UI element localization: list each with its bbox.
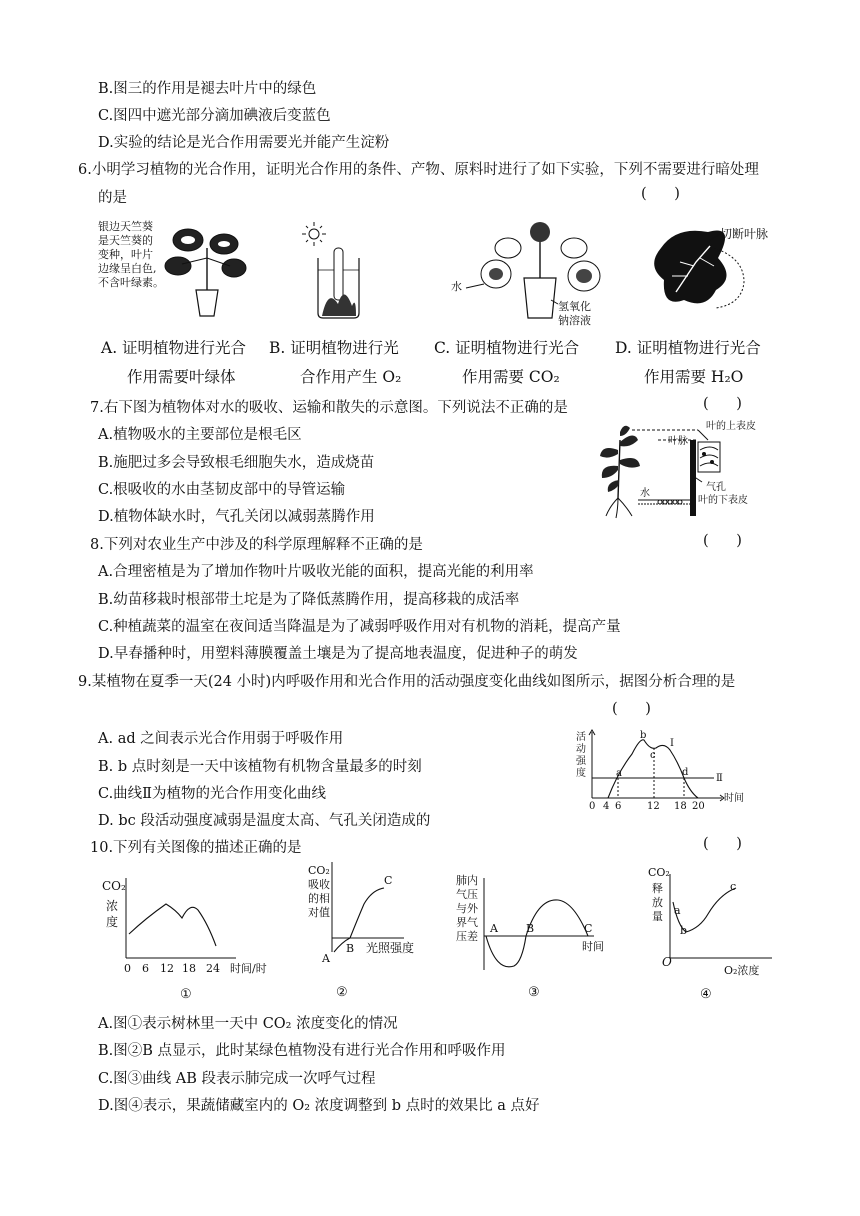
q10-graph-4-number: ④ (700, 987, 712, 1002)
q6-fig-a-note-2: 是天竺葵的 (98, 234, 153, 247)
q9-tick-6: 6 (615, 801, 622, 812)
q10-option-b: B.图②B 点显示，此时某绿色植物没有进行光合作用和呼吸作用 (98, 1043, 506, 1059)
q5-option-b: B.图三的作用是褪去叶片中的绿色 (98, 81, 317, 97)
q10-g1-tick-18: 18 (182, 962, 196, 975)
q9-xlabel: 时间 (724, 793, 744, 804)
q10-g1-xlabel: 时间/时 (230, 962, 267, 975)
q10-option-d: D.图④表示，果蔬储藏室内的 O₂ 浓度调整到 b 点时的效果比 a 点好 (98, 1098, 540, 1114)
q8-option-a: A.合理密植是为了增加作物叶片吸收光能的面积，提高光能的利用率 (98, 564, 534, 580)
q6-caption-c-2: 作用需要 CO₂ (462, 368, 560, 386)
q10-graph-3 (456, 873, 604, 1000)
q9-ylabel-1: 活 (576, 732, 586, 743)
q7-option-c: C.根吸收的水由茎韧皮部中的导管运输 (98, 482, 346, 498)
q10-graph-2-number: ② (336, 985, 348, 1000)
q6-caption-d-1: D. 证明植物进行光合 (615, 339, 761, 357)
q10-g1-tick-6: 6 (142, 962, 149, 975)
q9-curve-ii-label: Ⅱ (716, 773, 723, 784)
q10-g3-xlabel: 时间 (582, 940, 604, 953)
q9-activity-chart (574, 728, 754, 812)
q6-caption-a-2: 作用需要叶绿体 (127, 368, 236, 386)
q10-g4-xlabel: O₂浓度 (724, 964, 760, 977)
q6-fig-a-geranium (98, 219, 246, 316)
q10-g3-ylabel-5: 压差 (456, 930, 478, 943)
q10-g3-point-a: A (490, 922, 498, 935)
q6-caption-b-1: B. 证明植物进行光 (269, 339, 399, 357)
q8-option-d: D.早春播种时，用塑料薄膜覆盖土壤是为了提高地表温度，促进种子的萌发 (98, 646, 578, 662)
q6-fig-c-naoh-label-2: 钠溶液 (558, 314, 591, 327)
q6-experiment-figures (96, 218, 796, 330)
q10-graph-4 (648, 866, 772, 1002)
q10-g1-tick-24: 24 (206, 962, 220, 975)
q9-ylabel-2: 动 (576, 744, 586, 755)
q6-fig-b-beaker (302, 222, 359, 318)
q9-point-d: d (682, 767, 689, 778)
q10-g4-ylabel-4: 量 (652, 910, 663, 923)
q8-option-b: B.幼苗移栽时根部带土坨是为了降低蒸腾作用，提高移栽的成活率 (98, 592, 520, 608)
q10-g1-tick-0: 0 (124, 962, 131, 975)
q10-g4-point-c: c (730, 880, 737, 893)
q10-g4-point-a: a (674, 904, 681, 917)
q10-answer-paren: ( ) (703, 836, 742, 852)
q10-g3-ylabel-1: 肺内 (456, 874, 478, 887)
q10-g3-point-c: C (584, 922, 593, 935)
q9-tick-0: 0 (589, 801, 596, 812)
q8-option-c: C.种植蔬菜的温室在夜间适当降温是为了减弱呼吸作用对有机物的消耗，提高产量 (98, 619, 621, 635)
q9-stem: 9.某植物在夏季一天(24 小时)内呼吸作用和光合作用的活动强度变化曲线如图所示，据图分析合理的是 (78, 674, 736, 690)
q10-g4-origin: O (662, 955, 672, 969)
q6-answer-paren: ( ) (641, 186, 680, 202)
q6-fig-a-note-1: 银边天竺葵 (98, 220, 153, 233)
q10-g2-ylabel-4: 对值 (308, 906, 330, 919)
q7-water-transport-figure (598, 420, 758, 520)
q9-option-b: B. b 点时刻是一天中该植物有机物含量最多的时刻 (98, 759, 422, 775)
q7-fig-lower-epidermis: 叶的下表皮 (698, 495, 748, 506)
q10-g1-ylabel-3: 度 (106, 915, 119, 929)
q6-caption-b-2: 合作用产生 O₂ (300, 368, 402, 386)
q6-stem-cont: 的是 (98, 190, 127, 206)
q10-g2-xlabel: 光照强度 (366, 941, 415, 955)
q10-g2-point-c: C (384, 874, 393, 887)
q10-g4-ylabel-2: 释 (652, 882, 663, 895)
q8-stem: 8.下列对农业生产中涉及的科学原理解释不正确的是 (90, 537, 423, 553)
q10-option-a: A.图①表示树林里一天中 CO₂ 浓度变化的情况 (98, 1016, 398, 1032)
q7-option-d: D.植物体缺水时，气孔关闭以减弱蒸腾作用 (98, 509, 375, 525)
q7-fig-water-label: 水 (640, 488, 650, 499)
q6-stem: 6.小明学习植物的光合作用，证明光合作用的条件、产物、原料时进行了如下实验，下列不需要进行暗处理 (78, 162, 759, 178)
q9-option-d: D. bc 段活动强度减弱是温度太高、气孔关闭造成的 (98, 813, 431, 829)
q6-fig-a-note-4: 边缘呈白色, (98, 262, 157, 275)
q6-fig-a-note-3: 变种，叶片 (98, 248, 153, 261)
q10-graph-3-number: ③ (528, 985, 540, 1000)
q10-stem: 10.下列有关图像的描述正确的是 (90, 840, 302, 856)
q5-option-d: D.实验的结论是光合作用需要光并能产生淀粉 (98, 135, 390, 151)
q9-ylabel-3: 强 (576, 756, 586, 767)
q10-graph-2 (308, 862, 414, 1000)
q7-fig-vein: 叶脉 (668, 436, 688, 447)
q9-tick-4: 4 (603, 801, 610, 812)
q10-g3-ylabel-3: 与外 (456, 902, 478, 915)
q10-g3-point-b: B (526, 922, 535, 935)
q7-answer-paren: ( ) (703, 396, 742, 412)
q5-option-c: C.图四中遮光部分滴加碘液后变蓝色 (98, 108, 331, 124)
q9-point-c: c (650, 750, 656, 761)
q10-g1-ylabel-2: 浓 (106, 899, 119, 913)
q6-fig-c-water-label: 水 (451, 280, 462, 293)
q7-option-b: B.施肥过多会导致根毛细胞失水，造成烧苗 (98, 455, 375, 471)
q6-fig-c-co2-setup (451, 222, 600, 327)
q10-graph-1 (102, 878, 267, 1002)
q9-answer-paren: ( ) (612, 701, 651, 717)
q10-g4-ylabel-3: 放 (652, 896, 663, 909)
q10-graph-figures (96, 862, 776, 1002)
q9-tick-18: 18 (674, 801, 687, 812)
q6-caption-a-1: A. 证明植物进行光合 (101, 339, 247, 357)
q10-g2-ylabel-3: 的相 (308, 892, 330, 905)
q10-g2-ylabel-2: 吸收 (308, 878, 330, 891)
q10-g2-point-a: A (322, 952, 330, 965)
q9-tick-20: 20 (692, 801, 705, 812)
q10-option-c: C.图③曲线 AB 段表示肺完成一次呼气过程 (98, 1071, 376, 1087)
q7-fig-upper-epidermis: 叶的上表皮 (706, 421, 756, 432)
q9-curve-i-label: Ⅰ (670, 738, 674, 749)
q6-fig-d-leaf (654, 226, 768, 308)
q9-point-b: b (640, 730, 647, 741)
q10-graph-1-number: ① (180, 987, 192, 1002)
q10-g4-ylabel-1: CO₂ (648, 866, 670, 879)
q10-g3-ylabel-4: 界气 (456, 916, 478, 929)
q7-fig-stoma: 气孔 (706, 482, 726, 493)
q6-caption-d-2: 作用需要 H₂O (644, 368, 744, 386)
q10-g1-ylabel-1: CO₂ (102, 879, 126, 893)
q9-option-c: C.曲线Ⅱ为植物的光合作用变化曲线 (98, 786, 327, 802)
q7-stem: 7.右下图为植物体对水的吸收、运输和散失的示意图。下列说法不正确的是 (90, 400, 568, 416)
q10-g1-tick-12: 12 (160, 962, 174, 975)
q9-option-a: A. ad 之间表示光合作用弱于呼吸作用 (98, 731, 344, 747)
q10-g2-ylabel-1: CO₂ (308, 864, 330, 877)
q6-fig-d-cut-label: 切断叶脉 (720, 227, 769, 241)
q10-g2-point-b: B (346, 942, 355, 955)
q9-ylabel-4: 度 (576, 768, 586, 779)
q7-option-a: A.植物吸水的主要部位是根毛区 (98, 427, 302, 443)
q10-g4-point-b: b (680, 924, 688, 937)
q9-point-a: a (616, 768, 622, 779)
q8-answer-paren: ( ) (703, 533, 742, 549)
q9-tick-12: 12 (647, 801, 660, 812)
q10-g3-ylabel-2: 气压 (456, 888, 478, 901)
q6-fig-c-naoh-label-1: 氢氧化 (558, 300, 591, 313)
q6-caption-c-1: C. 证明植物进行光合 (434, 339, 580, 357)
q6-fig-a-note-5: 不含叶绿素。 (98, 276, 164, 289)
